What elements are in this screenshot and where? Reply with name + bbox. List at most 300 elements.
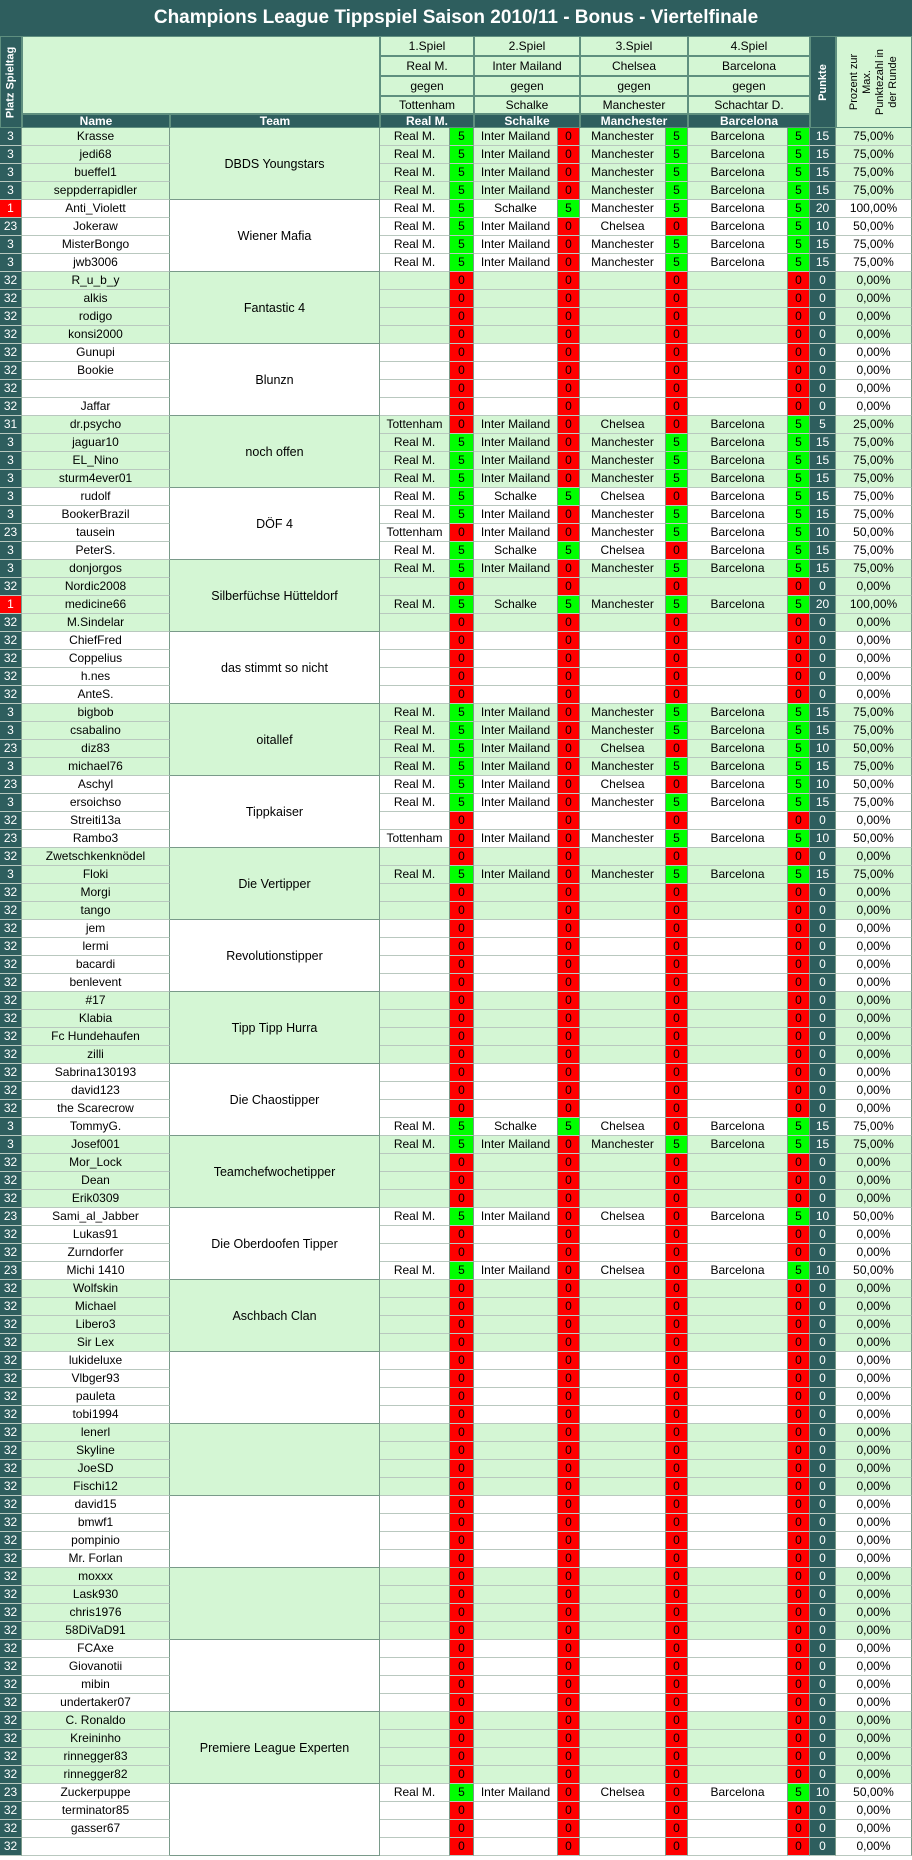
team-name	[170, 1352, 380, 1424]
tip-cell	[688, 290, 788, 308]
percent-cell: 0,00%	[836, 326, 912, 344]
score-cell: 5	[558, 200, 580, 218]
tip-cell	[688, 1622, 788, 1640]
points-cell: 0	[810, 1442, 836, 1460]
score-cell: 5	[666, 560, 688, 578]
tip-cell	[688, 1676, 788, 1694]
tip-cell	[474, 578, 558, 596]
tip-cell	[688, 902, 788, 920]
tip-cell	[474, 1586, 558, 1604]
tip-cell	[474, 1370, 558, 1388]
player-name-cell: R_u_b_y	[22, 272, 170, 290]
tip-cell: Real M.	[380, 488, 450, 506]
tip-cell	[688, 632, 788, 650]
tip-cell	[688, 1712, 788, 1730]
points-cell: 0	[810, 1082, 836, 1100]
tip-cell	[580, 1802, 666, 1820]
score-cell: 0	[788, 1820, 810, 1838]
tip-cell: Real M.	[380, 1262, 450, 1280]
score-cell: 5	[450, 1784, 474, 1802]
score-cell: 5	[450, 506, 474, 524]
tip-cell: Inter Mailand	[474, 1262, 558, 1280]
score-cell: 0	[666, 938, 688, 956]
score-cell: 0	[666, 1478, 688, 1496]
tip-cell: Real M.	[380, 542, 450, 560]
percent-cell: 0,00%	[836, 1424, 912, 1442]
player-name-cell: Streiti13a	[22, 812, 170, 830]
player-name-cell: Wolfskin	[22, 1280, 170, 1298]
score-cell: 0	[558, 1280, 580, 1298]
player-name-cell: tango	[22, 902, 170, 920]
score-cell: 0	[666, 308, 688, 326]
player-name-cell: tausein	[22, 524, 170, 542]
tip-cell	[580, 632, 666, 650]
score-cell: 0	[558, 1748, 580, 1766]
score-cell: 0	[666, 1550, 688, 1568]
score-cell: 0	[666, 1028, 688, 1046]
tip-cell	[688, 1640, 788, 1658]
player-name-cell: bigbob	[22, 704, 170, 722]
tip-cell	[580, 1586, 666, 1604]
rank-cell: 32	[0, 308, 22, 326]
player-name-cell: Zurndorfer	[22, 1244, 170, 1262]
tip-cell	[380, 1694, 450, 1712]
percent-cell: 75,00%	[836, 866, 912, 884]
rank-cell: 3	[0, 560, 22, 578]
score-cell: 0	[558, 254, 580, 272]
tip-cell: Barcelona	[688, 1136, 788, 1154]
percent-cell: 0,00%	[836, 1478, 912, 1496]
score-cell: 0	[788, 308, 810, 326]
tip-cell	[580, 668, 666, 686]
tip-cell	[474, 614, 558, 632]
tip-cell: Chelsea	[580, 542, 666, 560]
tip-cell	[580, 1496, 666, 1514]
points-cell: 0	[810, 1532, 836, 1550]
score-cell: 0	[788, 1838, 810, 1856]
tip-cell: Schalke	[474, 596, 558, 614]
rank-cell: 32	[0, 380, 22, 398]
player-name-cell: pauleta	[22, 1388, 170, 1406]
score-cell: 0	[788, 272, 810, 290]
percent-cell: 50,00%	[836, 1208, 912, 1226]
rank-cell: 32	[0, 1838, 22, 1856]
game-2-label: 2.Spiel	[474, 36, 580, 56]
player-name-cell: Krasse	[22, 128, 170, 146]
tip-cell	[474, 1604, 558, 1622]
score-cell: 0	[558, 686, 580, 704]
game-1-vs: gegen	[380, 76, 474, 96]
score-cell: 0	[788, 1568, 810, 1586]
tip-cell: Real M.	[380, 776, 450, 794]
score-cell: 0	[788, 1226, 810, 1244]
points-cell: 0	[810, 848, 836, 866]
points-cell: 10	[810, 1784, 836, 1802]
rank-cell: 32	[0, 1064, 22, 1082]
tip-cell: Inter Mailand	[474, 794, 558, 812]
game-2-column-header: Schalke	[474, 114, 580, 128]
points-cell: 10	[810, 740, 836, 758]
game-3-away: Manchester	[580, 96, 688, 114]
points-cell: 0	[810, 974, 836, 992]
score-cell: 0	[788, 920, 810, 938]
team-name	[170, 1640, 380, 1712]
score-cell: 0	[788, 344, 810, 362]
score-cell: 5	[450, 200, 474, 218]
score-cell: 0	[666, 1298, 688, 1316]
points-cell: 15	[810, 236, 836, 254]
points-cell: 0	[810, 1586, 836, 1604]
points-cell: 0	[810, 1280, 836, 1298]
tip-cell	[474, 884, 558, 902]
tip-cell	[474, 272, 558, 290]
score-cell: 5	[450, 704, 474, 722]
tip-cell: Real M.	[380, 164, 450, 182]
percent-cell: 75,00%	[836, 182, 912, 200]
points-cell: 0	[810, 1424, 836, 1442]
points-cell: 0	[810, 1730, 836, 1748]
tip-cell	[688, 1514, 788, 1532]
rank-cell: 3	[0, 128, 22, 146]
tip-cell: Barcelona	[688, 722, 788, 740]
score-cell: 0	[558, 1082, 580, 1100]
score-cell: 5	[450, 596, 474, 614]
tip-cell: Real M.	[380, 560, 450, 578]
score-cell: 5	[450, 1136, 474, 1154]
tip-cell	[380, 1820, 450, 1838]
score-cell: 0	[666, 1838, 688, 1856]
percent-cell: 50,00%	[836, 1784, 912, 1802]
game-3-column-header: Manchester	[580, 114, 688, 128]
rank-cell: 32	[0, 398, 22, 416]
points-cell: 0	[810, 1190, 836, 1208]
score-cell: 0	[788, 290, 810, 308]
points-cell: 20	[810, 200, 836, 218]
game-1-away: Tottenham	[380, 96, 474, 114]
tip-cell	[580, 1640, 666, 1658]
score-cell: 0	[666, 1748, 688, 1766]
tip-cell	[380, 308, 450, 326]
score-cell: 0	[666, 740, 688, 758]
player-name-cell: Josef001	[22, 1136, 170, 1154]
player-name-cell: jedi68	[22, 146, 170, 164]
score-cell: 0	[788, 686, 810, 704]
score-cell: 0	[788, 1406, 810, 1424]
tip-cell: Barcelona	[688, 200, 788, 218]
tip-cell	[380, 1316, 450, 1334]
rank-cell: 32	[0, 1568, 22, 1586]
score-cell: 0	[788, 380, 810, 398]
tip-cell	[688, 956, 788, 974]
points-cell: 0	[810, 812, 836, 830]
score-cell: 0	[666, 1658, 688, 1676]
score-cell: 5	[788, 452, 810, 470]
player-name-cell: Anti_Violett	[22, 200, 170, 218]
percent-cell: 75,00%	[836, 758, 912, 776]
rank-cell: 32	[0, 992, 22, 1010]
tip-cell	[380, 920, 450, 938]
score-cell: 0	[788, 362, 810, 380]
percent-cell: 0,00%	[836, 650, 912, 668]
tip-cell	[474, 1748, 558, 1766]
tip-cell	[688, 1568, 788, 1586]
percent-cell: 75,00%	[836, 794, 912, 812]
score-cell: 0	[558, 236, 580, 254]
tip-cell	[474, 1820, 558, 1838]
score-cell: 0	[788, 578, 810, 596]
points-cell: 0	[810, 1316, 836, 1334]
tip-cell: Inter Mailand	[474, 236, 558, 254]
score-cell: 0	[450, 1622, 474, 1640]
tip-cell	[380, 1064, 450, 1082]
score-cell: 0	[558, 1514, 580, 1532]
score-cell: 0	[666, 1730, 688, 1748]
player-name-cell	[22, 380, 170, 398]
team-name: Wiener Mafia	[170, 200, 380, 272]
score-cell: 0	[558, 1550, 580, 1568]
rank-cell: 32	[0, 812, 22, 830]
score-cell: 0	[450, 668, 474, 686]
player-name-cell: ersoichso	[22, 794, 170, 812]
percent-cell: 0,00%	[836, 1730, 912, 1748]
player-name-cell: diz83	[22, 740, 170, 758]
tip-cell	[688, 1748, 788, 1766]
tip-cell	[580, 1442, 666, 1460]
score-cell: 0	[450, 848, 474, 866]
score-cell: 0	[450, 956, 474, 974]
score-cell: 0	[666, 1100, 688, 1118]
tip-cell	[474, 1334, 558, 1352]
tip-cell	[688, 1190, 788, 1208]
score-cell: 0	[450, 1298, 474, 1316]
score-cell: 0	[450, 1640, 474, 1658]
score-cell: 5	[788, 1262, 810, 1280]
tip-cell: Manchester	[580, 146, 666, 164]
tip-cell: Real M.	[380, 722, 450, 740]
player-name-cell: pompinio	[22, 1532, 170, 1550]
score-cell: 0	[666, 884, 688, 902]
tip-cell: Real M.	[380, 866, 450, 884]
rank-cell: 32	[0, 1082, 22, 1100]
points-cell: 0	[810, 1388, 836, 1406]
game-4-away: Schachtar D.	[688, 96, 810, 114]
player-name-cell: david123	[22, 1082, 170, 1100]
tip-cell: Inter Mailand	[474, 218, 558, 236]
rank-cell: 3	[0, 506, 22, 524]
score-cell: 0	[666, 1784, 688, 1802]
score-cell: 5	[558, 1118, 580, 1136]
player-name-cell: Skyline	[22, 1442, 170, 1460]
points-cell: 0	[810, 686, 836, 704]
rank-cell: 32	[0, 1640, 22, 1658]
score-cell: 5	[666, 182, 688, 200]
player-name-cell: lenerl	[22, 1424, 170, 1442]
score-cell: 0	[450, 578, 474, 596]
tip-cell	[688, 1010, 788, 1028]
sheet-title: Champions League Tippspiel Saison 2010/11 - Bonus - Viertelfinale	[0, 0, 912, 36]
points-cell: 0	[810, 1802, 836, 1820]
score-cell: 0	[788, 1514, 810, 1532]
tip-cell	[474, 1838, 558, 1856]
tip-cell: Inter Mailand	[474, 164, 558, 182]
score-cell: 0	[788, 1388, 810, 1406]
team-name: Tippkaiser	[170, 776, 380, 848]
percent-cell: 0,00%	[836, 344, 912, 362]
game-2-away: Schalke	[474, 96, 580, 114]
score-cell: 5	[788, 1208, 810, 1226]
tip-cell	[688, 1316, 788, 1334]
points-cell: 10	[810, 776, 836, 794]
rank-cell: 32	[0, 974, 22, 992]
tip-cell	[474, 1226, 558, 1244]
score-cell: 0	[450, 362, 474, 380]
percent-cell: 0,00%	[836, 1748, 912, 1766]
tip-cell	[474, 1568, 558, 1586]
score-cell: 5	[666, 506, 688, 524]
score-cell: 0	[558, 740, 580, 758]
tip-cell	[580, 326, 666, 344]
score-cell: 5	[788, 488, 810, 506]
score-cell: 0	[666, 1568, 688, 1586]
score-cell: 0	[450, 1766, 474, 1784]
score-cell: 0	[788, 1532, 810, 1550]
score-cell: 0	[450, 974, 474, 992]
tip-cell: Manchester	[580, 1136, 666, 1154]
rank-cell: 32	[0, 1496, 22, 1514]
score-cell: 5	[666, 1136, 688, 1154]
tip-cell	[580, 1766, 666, 1784]
score-cell: 0	[558, 1154, 580, 1172]
score-cell: 0	[450, 1586, 474, 1604]
tip-cell: Inter Mailand	[474, 434, 558, 452]
score-cell: 0	[558, 1046, 580, 1064]
tip-cell	[474, 1064, 558, 1082]
percent-cell: 75,00%	[836, 434, 912, 452]
player-name-cell: 58DiVaD91	[22, 1622, 170, 1640]
rank-cell: 3	[0, 704, 22, 722]
tip-cell: Manchester	[580, 182, 666, 200]
score-cell: 5	[788, 560, 810, 578]
points-cell: 15	[810, 866, 836, 884]
player-name-cell: donjorgos	[22, 560, 170, 578]
team-name: das stimmt so nicht	[170, 632, 380, 704]
score-cell: 5	[788, 1136, 810, 1154]
tip-cell: Real M.	[380, 1784, 450, 1802]
tip-cell	[474, 1802, 558, 1820]
score-cell: 0	[450, 1154, 474, 1172]
points-cell: 0	[810, 1514, 836, 1532]
score-cell: 0	[558, 1100, 580, 1118]
score-cell: 5	[788, 794, 810, 812]
tip-cell	[380, 1100, 450, 1118]
score-cell: 0	[558, 1406, 580, 1424]
score-cell: 0	[450, 1388, 474, 1406]
score-cell: 0	[558, 866, 580, 884]
score-cell: 0	[558, 1766, 580, 1784]
tip-cell	[474, 1082, 558, 1100]
points-cell: 0	[810, 1352, 836, 1370]
percent-cell: 0,00%	[836, 1388, 912, 1406]
score-cell: 0	[788, 1316, 810, 1334]
score-cell: 0	[450, 1460, 474, 1478]
score-cell: 0	[450, 1190, 474, 1208]
rank-cell: 3	[0, 794, 22, 812]
player-name-cell: alkis	[22, 290, 170, 308]
score-cell: 5	[450, 470, 474, 488]
score-cell: 0	[666, 1046, 688, 1064]
tip-cell	[474, 1676, 558, 1694]
tip-cell: Inter Mailand	[474, 146, 558, 164]
rank-cell: 23	[0, 218, 22, 236]
percent-cell: 0,00%	[836, 272, 912, 290]
score-cell: 0	[558, 1208, 580, 1226]
score-cell: 5	[666, 200, 688, 218]
score-cell: 0	[666, 1802, 688, 1820]
tip-cell	[580, 1712, 666, 1730]
tip-cell	[580, 1046, 666, 1064]
points-cell: 15	[810, 182, 836, 200]
tip-cell	[580, 578, 666, 596]
game-3-home: Chelsea	[580, 56, 688, 76]
tip-cell	[380, 1370, 450, 1388]
points-cell: 0	[810, 1334, 836, 1352]
tip-cell	[380, 686, 450, 704]
tip-cell	[688, 578, 788, 596]
score-cell: 0	[666, 1694, 688, 1712]
tip-cell	[474, 1046, 558, 1064]
tip-cell	[474, 1244, 558, 1262]
score-cell: 0	[558, 290, 580, 308]
tip-cell	[474, 1388, 558, 1406]
player-name-cell: Sami_al_Jabber	[22, 1208, 170, 1226]
percent-cell: 100,00%	[836, 200, 912, 218]
score-cell: 5	[666, 470, 688, 488]
score-cell: 5	[788, 434, 810, 452]
player-name-cell: bueffel1	[22, 164, 170, 182]
tip-cell: Real M.	[380, 200, 450, 218]
score-cell: 5	[666, 128, 688, 146]
tip-cell	[688, 344, 788, 362]
tip-cell	[580, 974, 666, 992]
player-name-cell: Klabia	[22, 1010, 170, 1028]
score-cell: 0	[558, 956, 580, 974]
score-cell: 0	[450, 1712, 474, 1730]
rank-cell: 3	[0, 1118, 22, 1136]
score-cell: 0	[558, 182, 580, 200]
score-cell: 5	[788, 758, 810, 776]
tip-cell	[688, 1604, 788, 1622]
score-cell: 0	[450, 884, 474, 902]
tip-cell: Barcelona	[688, 146, 788, 164]
tip-cell	[474, 974, 558, 992]
tip-cell: Inter Mailand	[474, 524, 558, 542]
score-cell: 0	[450, 1442, 474, 1460]
tip-cell	[688, 992, 788, 1010]
rank-cell: 32	[0, 1622, 22, 1640]
player-name-cell: david15	[22, 1496, 170, 1514]
score-cell: 0	[666, 1442, 688, 1460]
score-cell: 0	[450, 1568, 474, 1586]
player-name-cell: ChiefFred	[22, 632, 170, 650]
tip-cell	[380, 290, 450, 308]
points-cell: 0	[810, 1550, 836, 1568]
score-cell: 0	[558, 1010, 580, 1028]
score-cell: 0	[558, 722, 580, 740]
team-name: Aschbach Clan	[170, 1280, 380, 1352]
tip-cell	[688, 614, 788, 632]
percent-cell: 0,00%	[836, 938, 912, 956]
tip-cell	[580, 1280, 666, 1298]
